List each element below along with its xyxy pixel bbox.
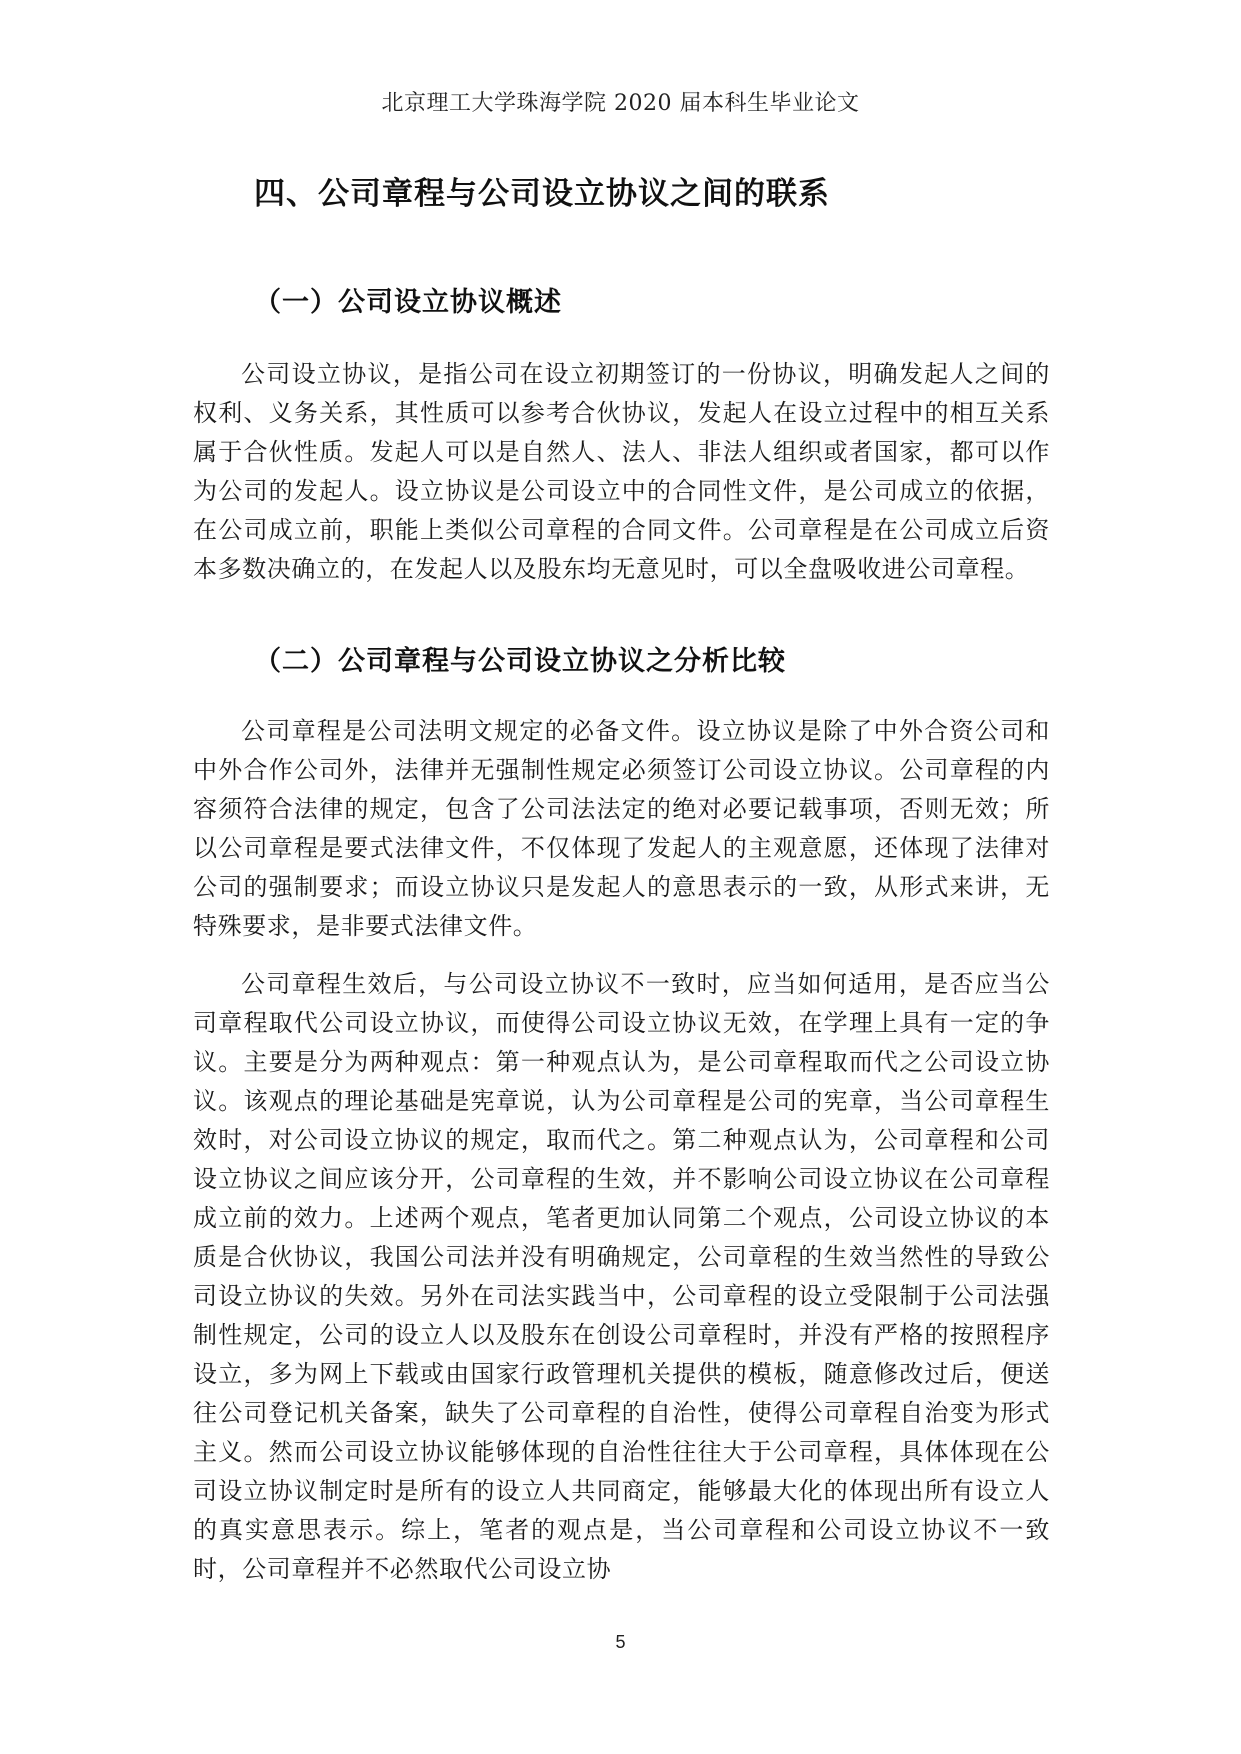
section-title-comparison: （二）公司章程与公司设立协议之分析比较	[254, 646, 786, 677]
chapter-title: 四、公司章程与公司设立协议之间的联系	[254, 176, 830, 212]
page-number: 5	[615, 1632, 626, 1652]
section-title-overview: （一）公司设立协议概述	[254, 287, 562, 318]
body-paragraph: 公司章程生效后，与公司设立协议不一致时，应当如何适用，是否应当公司章程取代公司设立协议，而使得公司设立协议无效，在学理上具有一定的争议。主要是分为两种观点：第一种观点认为，是公司章程取而代之公司设立协议。该观点的理论基础是宪章说，认为公司章程是公司的宪章，当公司章程生效时，对公司设立协议的规定，取而代之。第二种观点认为，公司章程和公司设立协议之间应该分开，公司章程的生效，并不影响公司设立协议在公司章程成立前的效力。上述两个观点，笔者更加认同第二个观点，公司设立协议的本质是合伙协议，我国公司法并没有明确规定，公司章程的生效当然性的导致公司设立协议的失效。另外在司法实践当中，公司章程的设立受限制于公司法强制性规定，公司的设立人以及股东在创设公司章程时，并没有严格的按照程序设立，多为网上下载或由国家行政管理机关提供的模板，随意修改过后，便送往公司登记机关备案，缺失了公司章程的自治性，使得公司章程自治变为形式主义。然而公司设立协议能够体现的自治性往往大于公司章程，具体体现在公司设立协议制定时是所有的设立人共同商定，能够最大化的体现出所有设立人的真实意思表示。综上，笔者的观点是，当公司章程和公司设立协议不一致时，公司章程并不必然取代公司设立协	[193, 970, 1050, 1583]
body-paragraph: 公司章程是公司法明文规定的必备文件。设立协议是除了中外合资公司和中外合作公司外，法律并无强制性规定必须签订公司设立协议。公司章程的内容须符合法律的规定，包含了公司法法定的绝对必要记载事项，否则无效；所以公司章程是要式法律文件，不仅体现了发起人的主观意愿，还体现了法律对公司的强制要求；而设立协议只是发起人的意思表示的一致，从形式来讲，无特殊要求，是非要式法律文件。	[193, 717, 1050, 940]
body-paragraph: 公司设立协议，是指公司在设立初期签订的一份协议，明确发起人之间的权利、义务关系，其性质可以参考合伙协议，发起人在设立过程中的相互关系属于合伙性质。发起人可以是自然人、法人、非法人组织或者国家，都可以作为公司的发起人。设立协议是公司设立中的合同性文件，是公司成立的依据，在公司成立前，职能上类似公司章程的合同文件。公司章程是在公司成立后资本多数决确立的，在发起人以及股东均无意见时，可以全盘吸收进公司章程。	[193, 360, 1050, 583]
running-header: 北京理工大学珠海学院 2020 届本科生毕业论文	[381, 91, 860, 116]
